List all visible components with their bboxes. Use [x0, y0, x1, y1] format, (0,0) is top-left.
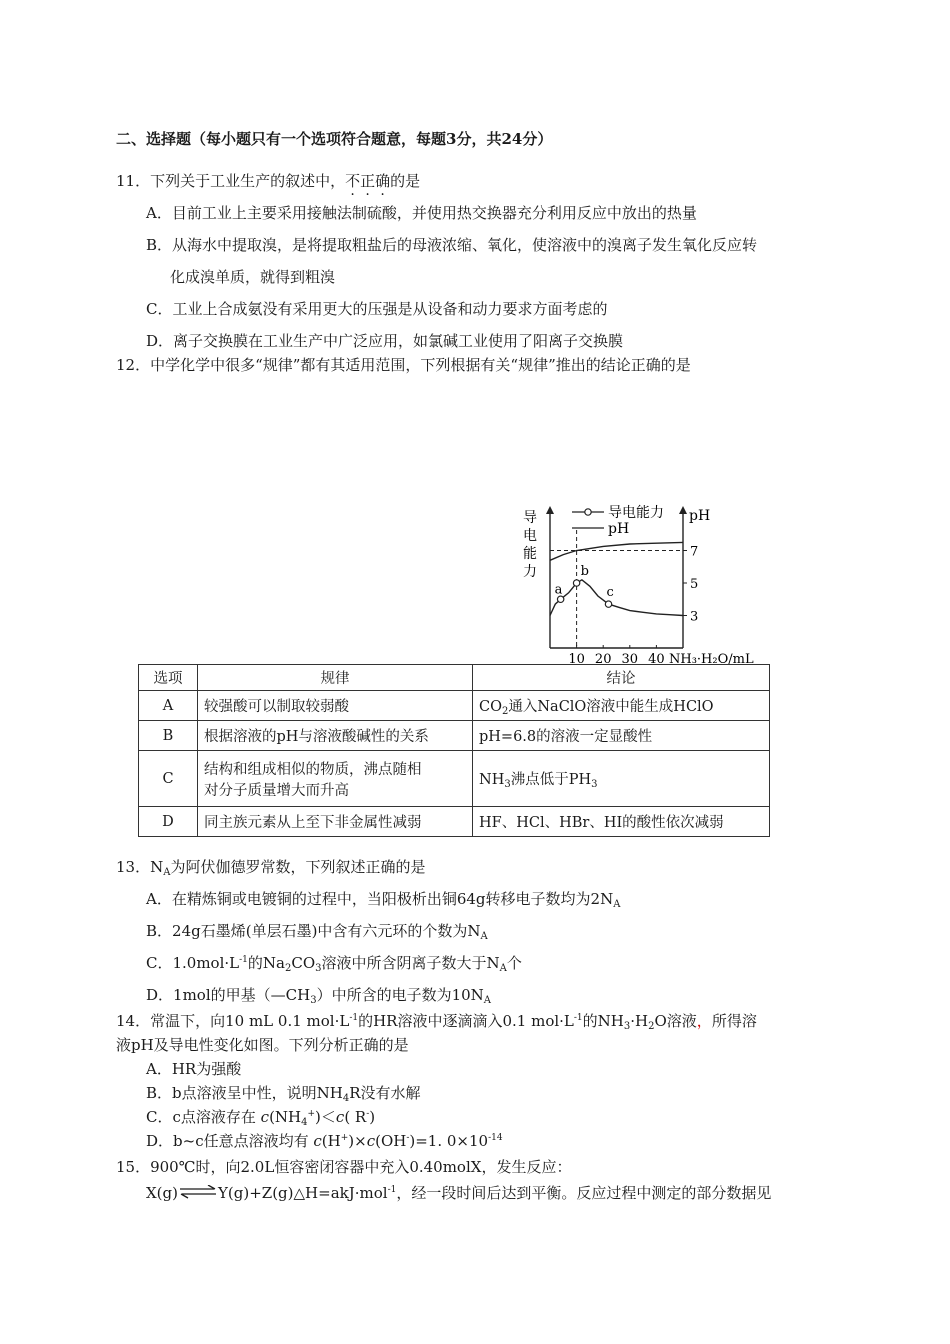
table-row [139, 691, 770, 721]
rules-table [138, 664, 770, 837]
q11-option-d: D．离子交换膜在工业生产中广泛应用，如氯碱工业使用了阳离子交换膜 [146, 332, 624, 350]
right-axis-arrow-icon [679, 506, 687, 514]
left-axis-arrow-icon [546, 506, 554, 514]
left-axis-label-char: 力 [523, 564, 537, 580]
q11-option-c: C．工业上合成氨没有采用更大的压强是从设备和动力要求方面考虑的 [146, 300, 608, 318]
x-axis-label: NH₃·H₂O/mL [669, 652, 754, 667]
row-option: B [139, 721, 198, 751]
row-conclusion: $NH_3$沸点低于$PH_3$ [473, 751, 770, 807]
series-line-ph [550, 542, 683, 560]
point-label-b: b [580, 564, 589, 579]
left-axis-label-char: 导 [523, 510, 537, 526]
right-tick-label: 7 [690, 544, 699, 560]
left-axis-label-char: 能 [523, 546, 537, 562]
table-row [139, 751, 770, 807]
point-label-c: c [606, 585, 614, 601]
right-tick-label: 3 [690, 609, 699, 625]
header-option: 选项 [139, 665, 198, 691]
q13-option-a: A．在精炼铜或电镀铜的过程中，当阳极析出铜64g转移电子数均为$2N_A$ [146, 890, 621, 910]
row-rule: 同主族元素从上至下非金属性减弱 [198, 807, 473, 837]
right-axis-label: pH [689, 508, 711, 524]
q14-stem-line1: 14．常温下，向10 mL 0.1 $mol\cdot L^{-1}$的HR溶液中逐滴滴入0.1 $mol\cdot L^{-1}$的$NH_3\cdot H_2O$溶液，所得溶 [116, 1012, 757, 1032]
q13-option-d: D．1mol的甲基$(—CH_3)$中所含的电子数为$10N_A$ [146, 986, 492, 1006]
header-rule: 规律 [198, 665, 473, 691]
table-row [139, 807, 770, 837]
legend-conductivity-label: 导电能力 [608, 505, 664, 521]
q13-option-c: C．$1.0mol\cdot L^{-1}$的$Na_2CO_3$溶液中所含阴离子数大于$N_A$个 [146, 954, 522, 974]
q14-option-d: D．b~c任意点溶液均有 c(H+)×c(OH-)=1. $0\times 10^{-14}$ [146, 1132, 503, 1150]
q14-option-c: C．c点溶液存在 $c(NH_4^+)<c$( R-) [146, 1108, 376, 1128]
q11-option-a: A．目前工业上主要采用接触法制硫酸，并使用热交换器充分利用反应中放出的热量 [146, 204, 697, 222]
row-option: D [139, 807, 198, 837]
header-conclusion: 结论 [473, 665, 770, 691]
row-conclusion: pH=6.8的溶液一定显酸性 [473, 721, 770, 751]
left-axis-label-char: 电 [523, 528, 537, 544]
x-tick-label: 40 [648, 652, 665, 667]
row-conclusion: HF、HCl、HBr、HI的酸性依次减弱 [473, 807, 770, 837]
row-conclusion: $CO_2$通入NaClO溶液中能生成HClO [473, 691, 770, 721]
q11-option-b-line2: 化成溴单质，就得到粗溴 [170, 268, 336, 286]
point-c [605, 601, 611, 607]
q14-stem-line2: 液pH及导电性变化如图。下列分析正确的是 [116, 1036, 409, 1054]
q13-stem: 13．$N_A$为阿伏伽德罗常数，下列叙述正确的是 [116, 858, 426, 878]
row-rule: 较强酸可以制取较弱酸 [198, 691, 473, 721]
row-rule: 结构和组成相似的物质，沸点随相 对分子质量增大而升高 [198, 751, 473, 807]
row-rule: 根据溶液的pH与溶液酸碱性的关系 [198, 721, 473, 751]
point-label-a: a [554, 582, 563, 598]
q12-stem: 12．中学化学中很多“规律”都有其适用范围，下列根据有关“规律”推出的结论正确的是 [116, 356, 691, 374]
q15-stem-line1: 15．900℃时，向2.0L恒容密闭容器中充入0.40molX，发生反应： [116, 1158, 572, 1176]
section-header: 二、选择题（每小题只有一个选项符合题意，每题3分，共24分） [116, 130, 553, 148]
table-header-row [139, 665, 770, 691]
q11-option-b-line1: B．从海水中提取溴，是将提取粗盐后的母液浓缩、氧化，使溶液中的溴离子发生氧化反应转 [146, 236, 758, 254]
row-option: A [139, 691, 198, 721]
point-b [573, 580, 579, 586]
right-tick-label: 5 [690, 577, 699, 592]
table-row [139, 721, 770, 751]
equilibrium-arrow-icon [178, 1185, 218, 1199]
x-tick-label: 20 [594, 652, 612, 667]
q14-option-b: B．b点溶液呈中性，说明$NH_4R$没有水解 [146, 1084, 421, 1104]
q13-option-b: B．24g石墨烯(单层石墨)中含有六元环的个数为$N_A$ [146, 922, 488, 942]
q11-stem: 11．下列关于工业生产的叙述中，不正确的是 [116, 172, 421, 190]
q14-option-a: A．HR为强酸 [146, 1060, 242, 1078]
conductivity-ph-chart [520, 498, 780, 668]
x-tick-label: 30 [621, 652, 639, 667]
row-option: C [139, 751, 198, 807]
q15-stem-line2: X(g) Y(g)+Z(g)△H=akJ·mol$^{-1}$，经一段时间后达到平衡。反应过程中测定的部分数据见 [146, 1184, 772, 1202]
series-line-conductivity [550, 580, 683, 616]
x-tick-label: 10 [568, 652, 585, 667]
legend-conductivity-marker [585, 509, 591, 515]
legend-ph-label: pH [608, 521, 630, 537]
